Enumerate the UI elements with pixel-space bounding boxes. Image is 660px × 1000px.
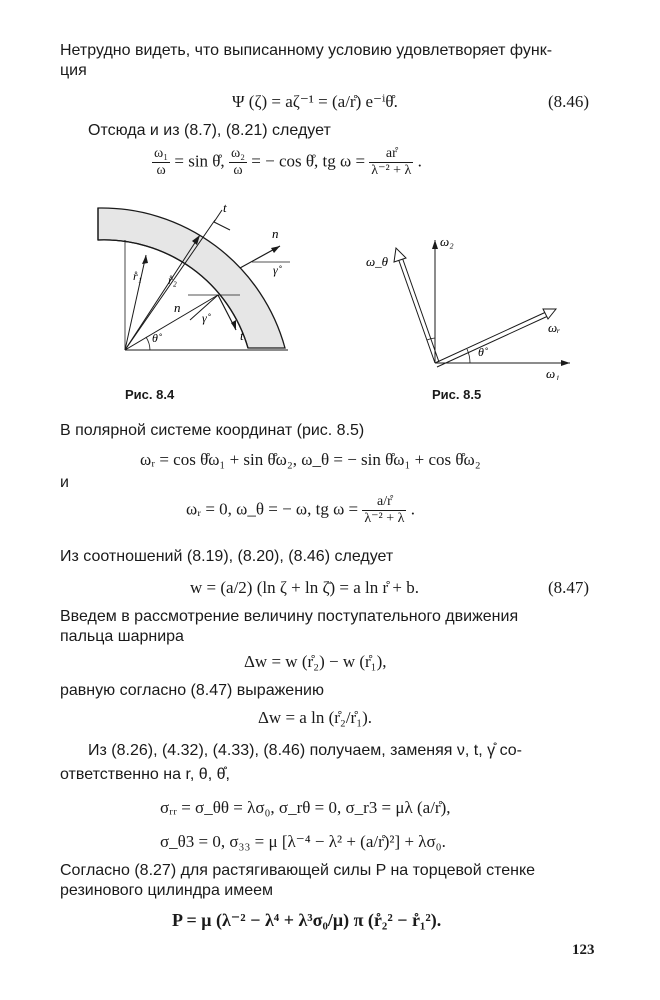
equation-sigma-2: σ_θ3 = 0, σ₃₃ = μ [λ⁻⁴ − λ² + (a/r̊)²] + λσ₀.: [160, 832, 446, 851]
label-omega-r: ωᵣ: [548, 320, 561, 335]
label-r2: r̊₂: [168, 273, 177, 287]
figure-caption: Рис. 8.4: [125, 387, 175, 402]
figure-8-5: [360, 228, 580, 380]
label-t-top: t: [223, 200, 227, 215]
text-line: равную согласно (8.47) выражению: [60, 682, 324, 699]
equation-number: (8.47): [548, 578, 590, 597]
label-gamma-mid: γ̊: [202, 311, 207, 325]
figure-8-4: [90, 200, 300, 380]
text-line: резинового цилиндра имеем: [60, 882, 274, 899]
text-line: ция: [60, 62, 87, 79]
equation-polar-2: ωᵣ = 0, ω_θ = − ω, tg ω = $\frac{a/r̊}{\text{λ⁻² + λ}}$ .: [186, 494, 415, 526]
label-omega-2: ω₂: [440, 234, 454, 249]
text-line: пальца шарнира: [60, 628, 184, 645]
equation-8-47: w = (a/2) (ln ζ + ln ζ̄) = a ln r̊ + b.: [190, 578, 419, 597]
text-line: Из (8.26), (4.32), (4.33), (8.46) получаем, заменяя ν, t, γ̊ со-: [88, 742, 522, 759]
label-gamma-top: γ̊: [273, 263, 278, 277]
equation-number: (8.46): [548, 92, 590, 111]
text-line: Нетрудно видеть, что выписанному условию удовлетворяет функ-: [60, 42, 553, 59]
text-line: ответственно на r, θ, θ̊,: [60, 766, 230, 783]
figure-caption: Рис. 8.5: [432, 387, 482, 402]
label-n-mid: n: [174, 300, 181, 315]
equation-force-P: P = μ (λ⁻² − λ⁴ + λ³σ₀/μ) π (r̊₂² − r̊₁²).: [172, 910, 442, 930]
label-r1: r̊₁: [133, 269, 142, 283]
page-number: 123: [572, 942, 595, 958]
equation-polar: ωᵣ = cos θ̊ω₁ + sin θ̊ω₂, ω_θ = − sin θ̊ω₁ + cos θ̊ω₂: [140, 450, 481, 469]
text-line: В полярной системе координат (рис. 8.5): [60, 422, 365, 439]
label-n-top: n: [272, 226, 279, 241]
equation-sigma-1: σᵣᵣ = σ_θθ = λσ₀, σ_rθ = 0, σ_r3 = μλ (a/r̊),: [160, 798, 451, 817]
label-omega-theta: ω_θ: [366, 254, 389, 269]
equation-delta-w-2: Δw = a ln (r̊₂/r̊₁).: [258, 708, 373, 727]
label-t-bottom: t: [240, 328, 244, 343]
label-omega-1: ω₁: [546, 366, 560, 380]
equation-8-46: Ψ (ζ) = aζ⁻¹ = (a/r̊) e⁻ⁱθ̊.: [232, 92, 398, 111]
text-line: Из соотношений (8.19), (8.20), (8.46) следует: [60, 548, 394, 565]
text-line: Согласно (8.27) для растягивающей силы P на торцевой стенке: [60, 862, 536, 879]
label-theta: θ̊: [478, 345, 484, 359]
text-line: Введем в рассмотрение величину поступательного движения: [60, 608, 519, 625]
equation-delta-w: Δw = w (r̊₂) − w (r̊₁),: [244, 652, 387, 671]
text-line: и: [60, 474, 69, 491]
equation-omega-components: $\frac{\text{ω₁}}{\omega}$ = sin θ̊, $\frac{\text{ω₂}}{\omega}$ = − cos θ̊, tg ω = $\frac{ar̊}{\text{λ⁻² + λ}}$ .: [154, 146, 422, 178]
label-theta: θ̊: [152, 331, 158, 345]
text-line: Отсюда и из (8.7), (8.21) следует: [88, 122, 331, 139]
